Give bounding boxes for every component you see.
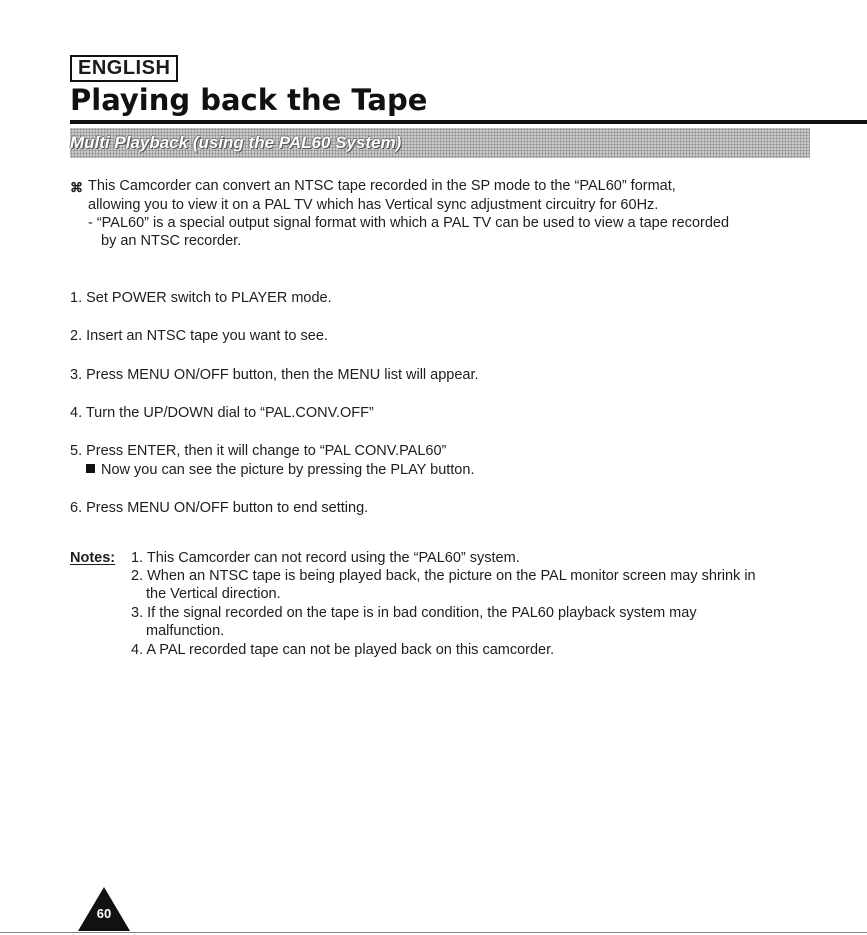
section-heading: Multi Playback (using the PAL60 System) [70,133,402,152]
note-item: 1. This Camcorder can not record using the “PAL60” system. [131,550,520,566]
page-number: 60 [96,906,112,921]
square-bullet-icon [86,464,95,473]
step-note-text: Now you can see the picture by pressing the PLAY button. [101,462,475,478]
intro-sub-line: - “PAL60” is a special output signal format with which a PAL TV can be used to view a tape recorded [88,215,730,231]
intro-line: This Camcorder can convert an NTSC tape recorded in the SP mode to the “PAL60” format, [88,178,676,194]
note-item: 2. When an NTSC tape is being played back, the picture on the PAL monitor screen may shrink in [131,568,756,584]
notes-label: Notes: [70,550,116,566]
step-item: 5. Press ENTER, then it will change to “PAL CONV.PAL60” [70,443,447,459]
language-badge: ENGLISH [70,55,178,82]
double-x-icon: ⌘ [70,180,83,195]
note-item-continued: malfunction. [146,623,225,639]
step-item: 2. Insert an NTSC tape you want to see. [70,328,328,344]
bottom-rule [0,932,867,933]
note-item: 4. A PAL recorded tape can not be played back on this camcorder. [131,642,555,658]
intro-line: allowing you to view it on a PAL TV which has Vertical sync adjustment circuitry for 60Hz. [88,197,659,213]
page-title: Playing back the Tape [70,83,428,117]
note-item: 3. If the signal recorded on the tape is in bad condition, the PAL60 playback system may [131,605,697,621]
title-divider [70,120,867,124]
step-item: 4. Turn the UP/DOWN dial to “PAL.CONV.OFF” [70,405,374,421]
step-item: 6. Press MENU ON/OFF button to end setting. [70,500,369,516]
step-item: 3. Press MENU ON/OFF button, then the MENU list will appear. [70,367,479,383]
step-item: 1. Set POWER switch to PLAYER mode. [70,290,332,306]
intro-sub-line: by an NTSC recorder. [101,233,242,249]
note-item-continued: the Vertical direction. [146,586,281,602]
step-note [86,462,474,478]
